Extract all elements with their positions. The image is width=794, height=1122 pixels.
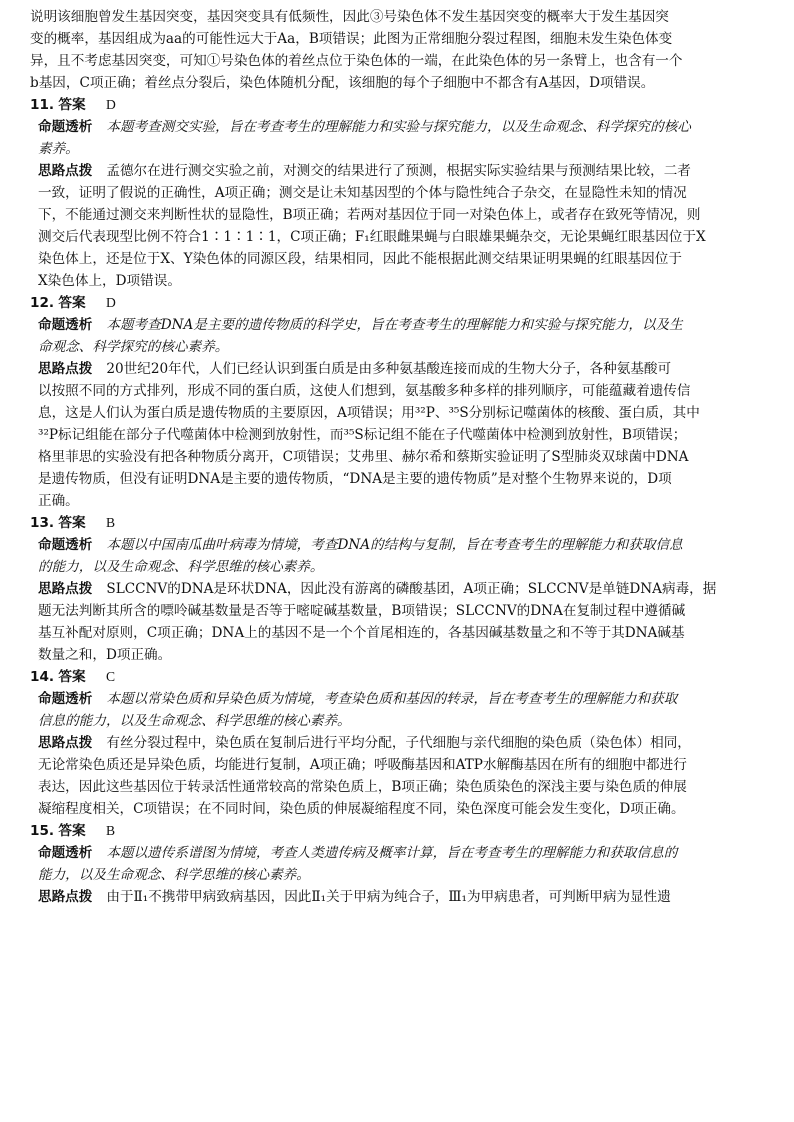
answer-label: 答案 (58, 97, 86, 113)
analysis-text: 本题以中国南瓜曲叶病毒为情境，考查DNA的结构与复制，旨在考查考生的理解能力和获取信息 (106, 537, 683, 553)
answer-value: B (105, 823, 116, 838)
tips-line (38, 160, 774, 182)
tips-line: 格里菲思的实验没有把各种物质分离开，C项错误；艾弗里、赫尔希和蔡斯实验证明了S型肺炎双球菌中DNA (38, 449, 689, 465)
analysis-line (38, 314, 774, 336)
tips-line: 下，不能通过测交来判断性状的显隐性，B项正确；若两对基因位于同一对染色体上，或者存在致死等情况，则 (38, 207, 701, 223)
tips-line: 染色体上，还是位于X、Y染色体的同源区段，结果相同，因此不能根据此测交结果证明果蝇的红眼基因位于 (38, 251, 682, 267)
tips-line: X染色体上，D项错误。 (38, 273, 181, 289)
answer-header (30, 292, 774, 314)
analysis-line (38, 534, 774, 556)
answer-value: C (105, 669, 116, 684)
analysis-line: 素养。 (38, 141, 79, 157)
tips-line (38, 732, 774, 754)
analysis-line: 信息的能力，以及生命观念、科学思维的核心素养。 (38, 713, 351, 729)
analysis-line (38, 688, 774, 710)
analysis-text: 本题以遗传系谱图为情境，考查人类遗传病及概率计算，旨在考查考生的理解能力和获取信息的 (106, 845, 678, 861)
question-number: 11. (30, 97, 55, 113)
analysis-line: 的能力，以及生命观念、科学思维的核心素养。 (38, 559, 324, 575)
answer-value: D (105, 295, 116, 310)
tips-line: ³²P标记组能在部分子代噬菌体中检测到放射性，而³⁵S标记组不能在子代噬菌体中检测到放射性，B项错误； (38, 427, 687, 443)
analysis-label: 命题透析 (38, 317, 93, 333)
tips-block (30, 578, 774, 666)
analysis-label: 命题透析 (38, 845, 93, 861)
tips-text: 有丝分裂过程中，染色质在复制后进行平均分配，子代细胞与亲代细胞的染色质（染色体）相同， (106, 735, 691, 751)
tips-line: 数量之和，D项正确。 (38, 647, 172, 663)
tips-text: 20世纪20年代，人们已经认识到蛋白质是由多种氨基酸连接而成的生物大分子，各种氨基酸可 (106, 361, 672, 377)
question-12 (30, 292, 774, 512)
question-number: 14. (30, 669, 55, 685)
analysis-block (30, 534, 774, 578)
question-14 (30, 666, 774, 820)
answer-label: 答案 (58, 295, 86, 311)
intro-line: 说明该细胞曾发生基因突变，基因突变具有低频性，因此③号染色体不发生基因突变的概率大于发生基因突 (30, 9, 669, 25)
answer-header (30, 666, 774, 688)
intro-line: 异，且不考虑基因突变，可知①号染色体的着丝点位于染色体的一端，在此染色体的另一条臂上，也含有一个 (30, 53, 683, 69)
analysis-text: 本题以常染色质和异染色质为情境，考查染色质和基因的转录，旨在考查考生的理解能力和获取 (106, 691, 678, 707)
tips-line (38, 358, 774, 380)
intro-line: 变的概率，基因组成为aa的可能性远大于Aa，B项错误；此图为正常细胞分裂过程图，细胞未发生染色体变 (30, 31, 673, 47)
analysis-label: 命题透析 (38, 691, 93, 707)
tips-label: 思路点拨 (38, 735, 93, 751)
tips-block (30, 358, 774, 512)
intro-line: b基因，C项正确；着丝点分裂后，染色体随机分配，该细胞的每个子细胞中不都含有A基因，D项错误。 (30, 75, 655, 91)
tips-label: 思路点拨 (38, 581, 93, 597)
tips-label: 思路点拨 (38, 361, 93, 377)
tips-label: 思路点拨 (38, 889, 93, 905)
analysis-text: 本题考查测交实验，旨在考查考生的理解能力和实验与探究能力，以及生命观念、科学探究的核心 (106, 119, 691, 135)
tips-line (38, 578, 774, 600)
answer-value: D (105, 97, 116, 112)
tips-label: 思路点拨 (38, 163, 93, 179)
tips-line: 以按照不同的方式排列，形成不同的蛋白质，这使人们想到，氨基酸多种多样的排列顺序，可能蕴藏着遗传信 (38, 383, 691, 399)
analysis-line: 命观念、科学探究的核心素养。 (38, 339, 229, 355)
answer-label: 答案 (58, 823, 86, 839)
tips-text: 孟德尔在进行测交实验之前，对测交的结果进行了预测，根据实际实验结果与预测结果比较，二者 (106, 163, 691, 179)
tips-line: 正确。 (38, 493, 79, 509)
answer-label: 答案 (58, 669, 86, 685)
tips-line: 表达，因此这些基因位于转录活性通常较高的常染色质上，B项正确；染色质染色的深浅主要与染色质的伸展 (38, 779, 687, 795)
tips-line: 凝缩程度相关，C项错误；在不同时间，染色质的伸展凝缩程度不同，染色深度可能会发生变化，D项正确。 (38, 801, 685, 817)
analysis-line (38, 842, 774, 864)
question-11 (30, 94, 774, 292)
answer-header (30, 820, 774, 842)
intro-paragraph (30, 6, 774, 94)
tips-line: 无论常染色质还是异染色质，均能进行复制，A项正确；呼吸酶基因和ATP水解酶基因在所有的细胞中都进行 (38, 757, 687, 773)
analysis-text: 本题考查DNA是主要的遗传物质的科学史，旨在考查考生的理解能力和实验与探究能力，以及生 (106, 317, 683, 333)
tips-block (30, 732, 774, 820)
answer-label: 答案 (58, 515, 86, 531)
analysis-block (30, 842, 774, 886)
tips-text: 由于Ⅱ₁不携带甲病致病基因，因此Ⅱ₁关于甲病为纯合子，Ⅲ₁为甲病患者，可判断甲病为显性遗 (106, 889, 671, 905)
question-number: 15. (30, 823, 55, 839)
tips-line (38, 886, 774, 908)
question-number: 12. (30, 295, 55, 311)
tips-text: SLCCNV的DNA是环状DNA，因此没有游离的磷酸基团，A项正确；SLCCNV是单链DNA病毒，据 (106, 581, 717, 597)
analysis-line: 能力，以及生命观念、科学思维的核心素养。 (38, 867, 310, 883)
question-15 (30, 820, 774, 908)
answer-header (30, 512, 774, 534)
analysis-block (30, 688, 774, 732)
analysis-label: 命题透析 (38, 119, 93, 135)
tips-block (30, 160, 774, 292)
question-number: 13. (30, 515, 55, 531)
tips-line: 题无法判断其所含的嘌呤碱基数量是否等于嘧啶碱基数量，B项错误；SLCCNV的DNA在复制过程中遵循碱 (38, 603, 686, 619)
answer-page (30, 6, 774, 908)
tips-block (30, 886, 774, 908)
answer-value: B (105, 515, 116, 530)
tips-line: 一致，证明了假说的正确性，A项正确；测交是让未知基因型的个体与隐性纯合子杂交，在显隐性未知的情况 (38, 185, 687, 201)
analysis-label: 命题透析 (38, 537, 93, 553)
analysis-block (30, 116, 774, 160)
tips-line: 基互补配对原则，C项正确；DNA上的基因不是一个个首尾相连的，各基因碱基数量之和不等于其DNA碱基 (38, 625, 685, 641)
question-13 (30, 512, 774, 666)
analysis-block (30, 314, 774, 358)
tips-line: 息，这是人们认为蛋白质是遗传物质的主要原因，A项错误；用³²P、³⁵S分别标记噬菌体的核酸、蛋白质，其中 (38, 405, 700, 421)
analysis-line (38, 116, 774, 138)
tips-line: 是遗传物质，但没有证明DNA是主要的遗传物质，“DNA是主要的遗传物质”是对整个生物界来说的，D项 (38, 471, 672, 487)
tips-line: 测交后代表现型比例不符合1∶1∶1∶1，C项正确；F₁红眼雌果蝇与白眼雄果蝇杂交，无论果蝇红眼基因位于X (38, 229, 706, 245)
answer-header (30, 94, 774, 116)
